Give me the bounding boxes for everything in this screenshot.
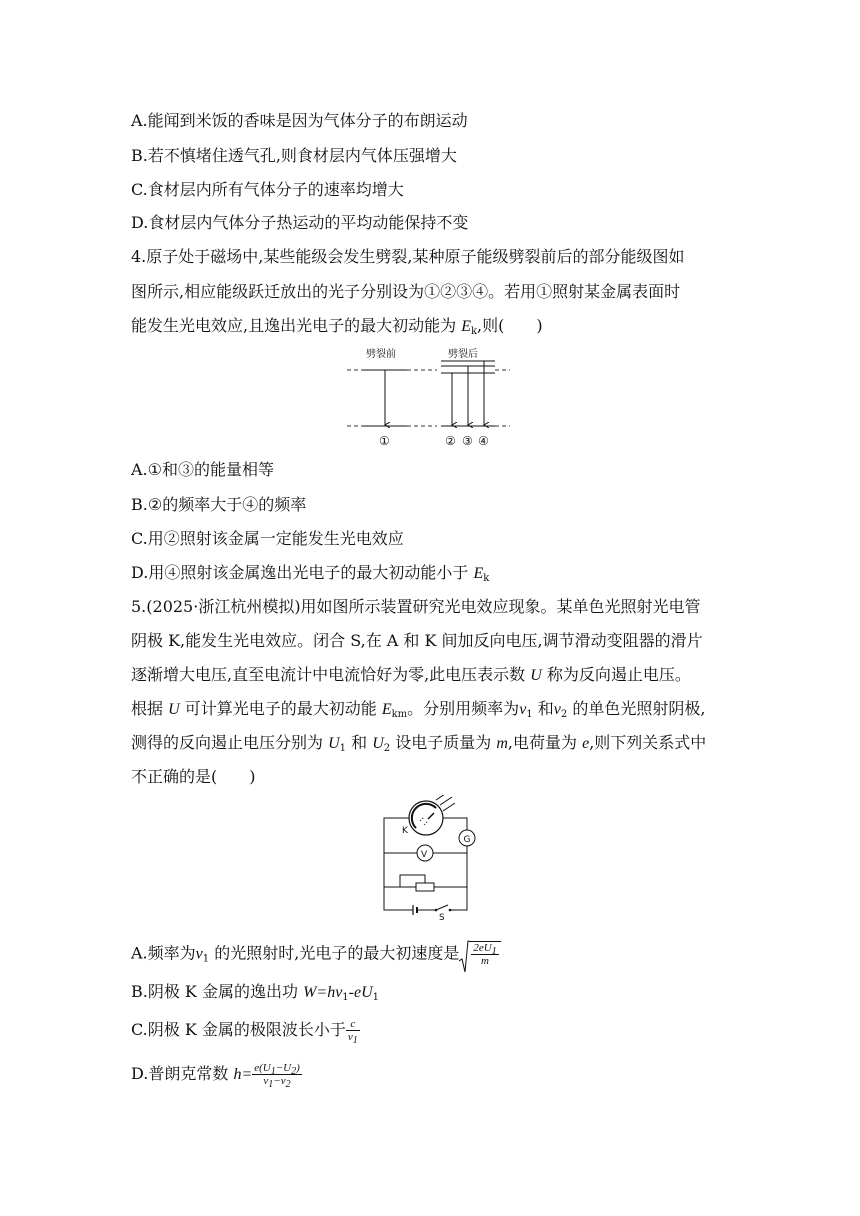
q3-option-c: C.食材层内所有气体分子的速率均增大: [131, 180, 404, 199]
rheostat: [416, 883, 434, 891]
q4-option-b: B.②的频率大于④的频率: [131, 495, 307, 514]
q5-stem-line5: 测得的反向遏止电压分别为 $U_1$ 和 $U_2$ 设电子质量为 m,电荷量为 e,则下列关系式中: [131, 733, 707, 754]
q5-stem-line2: 阴极 K,能发生光电效应。闭合 S,在 A 和 K 间加反向电压,调节滑动变阻器的滑片: [131, 631, 703, 650]
q4-option-d: D.用④照射该金属逸出光电子的最大初动能小于 $E_k$: [131, 563, 490, 584]
q5-stem-line3: 逐渐增大电压,直至电流计中电流恰好为零,此电压表示数 U 称为反向遏止电压。: [131, 665, 691, 684]
q5-option-c: C.阴极 K 金属的极限波长小于 $\frac{c}{\nu_1}$: [131, 1018, 358, 1046]
q4-option-a: A.①和③的能量相等: [131, 460, 274, 479]
q5-option-d: D.普朗克常数 h= $\frac{e(U_1-U_2)}{\nu_1-\nu_2}$: [131, 1062, 300, 1090]
q4-option-c: C.用②照射该金属一定能发生光电效应: [131, 529, 404, 548]
label-V: V: [421, 850, 428, 860]
q5-option-a: A.频率为$\nu_1$ 的光照射时,光电子的最大初速度是 $\frac{2eU_1}{m}$: [131, 941, 501, 967]
mark-2: ②: [445, 434, 456, 448]
q4-stem-line1: 4.原子处于磁场中,某些能级会发生劈裂,某种原子能级劈裂前后的部分能级图如: [131, 247, 685, 266]
q5-stem-line1: 5.(2025·浙江杭州模拟)用如图所示装置研究光电效应现象。某单色光照射光电管: [131, 597, 701, 616]
q3-option-a: A.能闻到米饭的香味是因为气体分子的布朗运动: [131, 111, 468, 130]
label-K: K: [402, 826, 408, 836]
q5-stem-line6: 不正确的是( ): [131, 767, 256, 786]
rheostat-slider: [400, 875, 425, 887]
phototube: [409, 801, 443, 835]
label-S: S: [439, 913, 445, 920]
mark-1: ①: [379, 434, 390, 448]
mark-3: ③: [462, 434, 473, 448]
q3-option-d: D.食材层内气体分子热运动的平均动能保持不变: [131, 213, 469, 232]
label-before-split: 劈裂前: [366, 349, 396, 360]
q5-stem-line4: 根据 U 可计算光电子的最大初动能 $E_{km}$。分别用频率为$\nu_1$ 和$\nu_2$ 的单色光照射阴极,: [131, 699, 706, 720]
switch: [436, 905, 448, 910]
fraction-planck: $\frac{e(U_1-U_2)}{\nu_1-\nu_2}$: [254, 1062, 300, 1090]
fraction-c-over-nu1: $\frac{c}{\nu_1}$: [347, 1018, 358, 1046]
q4-stem-line2: 图所示,相应能级跃迁放出的光子分别设为①②③④。若用①照射某金属表面时: [131, 282, 681, 301]
photoelectric-circuit-diagram: [380, 795, 480, 920]
label-G: G: [463, 835, 471, 845]
q5-option-b: B.阴极 K 金属的逸出功 $W=h\nu_1-eU_1$: [131, 982, 380, 1003]
label-after-split: 劈裂后: [448, 349, 478, 360]
sqrt-formula: $\frac{2eU_1}{m}$: [459, 941, 500, 967]
mark-4: ④: [478, 434, 489, 448]
q3-option-b: B.若不慎堵住透气孔,则食材层内气体压强增大: [131, 146, 457, 165]
energy-level-diagram: [345, 343, 515, 455]
q4-stem-line3: 能发生光电效应,且逸出光电子的最大初动能为 $E_k$,则( ): [131, 316, 543, 337]
